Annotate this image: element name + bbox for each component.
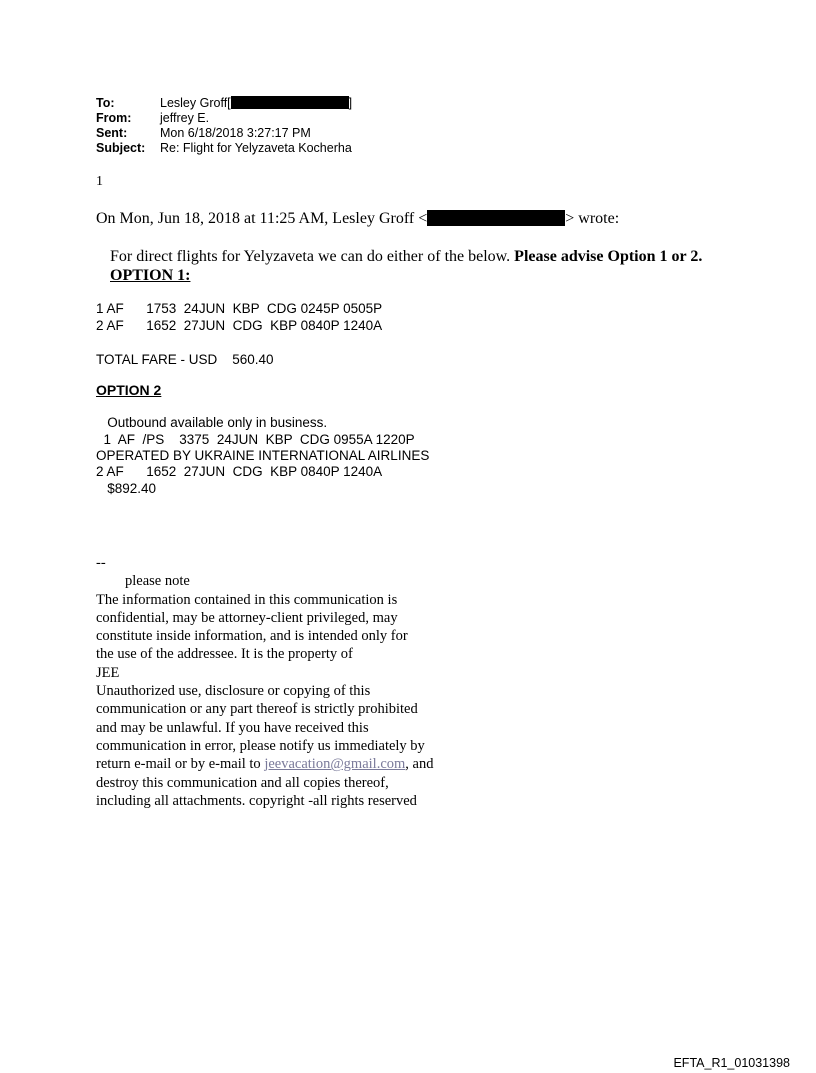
sent-row bbox=[96, 126, 352, 141]
from-value: jeffrey E. bbox=[160, 111, 210, 125]
disclaimer-text-1: The information contained in this communication is confidential, may be attorney-client privileged, may constitute inside information, and is intended only for the use of the addressee. It is the property of JEE Unauthorized use, disclosure or copying of this communication or any part thereof is strictly prohibited and may be unlawful. If you have received this communication in error, please notify us immediately by return e-mail or by e-mail to bbox=[96, 591, 425, 773]
option2-line-3: OPERATED BY UKRAINE INTERNATIONAL AIRLINES bbox=[96, 448, 430, 463]
to-value: Lesley Groff[ ] bbox=[160, 96, 353, 110]
signature-disclaimer bbox=[96, 554, 433, 810]
from-row bbox=[96, 111, 352, 126]
sent-value: Mon 6/18/2018 3:27:17 PM bbox=[160, 126, 311, 140]
disclaimer-text-2: , and destroy this communication and all copies thereof, including all attachments. copyright -all rights reserved bbox=[96, 756, 434, 809]
bates-number: EFTA_R1_01031398 bbox=[673, 1056, 790, 1070]
option1-flight-2: 2 AF 1652 27JUN CDG KBP 0840P 1240A bbox=[96, 318, 383, 333]
option2-line-1: Outbound available only in business. bbox=[96, 415, 328, 430]
option2-line-2: 1 AF /PS 3375 24JUN KBP CDG 0955A 1220P bbox=[96, 432, 415, 447]
quote-attribution: On Mon, Jun 18, 2018 at 11:25 AM, Lesley Groff < > wrote: bbox=[96, 210, 620, 227]
subject-value: Re: Flight for Yelyzaveta Kocherha bbox=[160, 141, 352, 155]
email-header bbox=[96, 96, 352, 156]
option2-line-4: 2 AF 1652 27JUN CDG KBP 0840P 1240A bbox=[96, 464, 383, 479]
intro-paragraph bbox=[110, 247, 702, 285]
intro-bold: Please advise Option 1 or 2. bbox=[514, 248, 703, 265]
email-link[interactable]: jeevacation@gmail.com bbox=[264, 756, 406, 773]
option2-label: OPTION 2 bbox=[96, 382, 162, 398]
option2-line-5: $892.40 bbox=[96, 481, 157, 496]
redaction-box bbox=[427, 210, 565, 226]
signature-note: please note bbox=[96, 573, 190, 590]
redaction-box bbox=[231, 96, 349, 109]
option1-label: OPTION 1: bbox=[110, 267, 191, 284]
subject-row bbox=[96, 141, 352, 156]
intro-text: For direct flights for Yelyzaveta we can do either of the below. bbox=[110, 248, 515, 265]
from-label: From: bbox=[96, 111, 132, 125]
to-label: To: bbox=[96, 96, 115, 110]
sent-label: Sent: bbox=[96, 126, 128, 140]
to-row bbox=[96, 96, 352, 111]
reply-body-text: 1 bbox=[96, 174, 103, 189]
option1-flight-1: 1 AF 1753 24JUN KBP CDG 0245P 0505P bbox=[96, 301, 383, 316]
signature-dashes: -- bbox=[96, 555, 106, 571]
total-fare: TOTAL FARE - USD 560.40 bbox=[96, 352, 274, 367]
subject-label: Subject: bbox=[96, 141, 146, 155]
